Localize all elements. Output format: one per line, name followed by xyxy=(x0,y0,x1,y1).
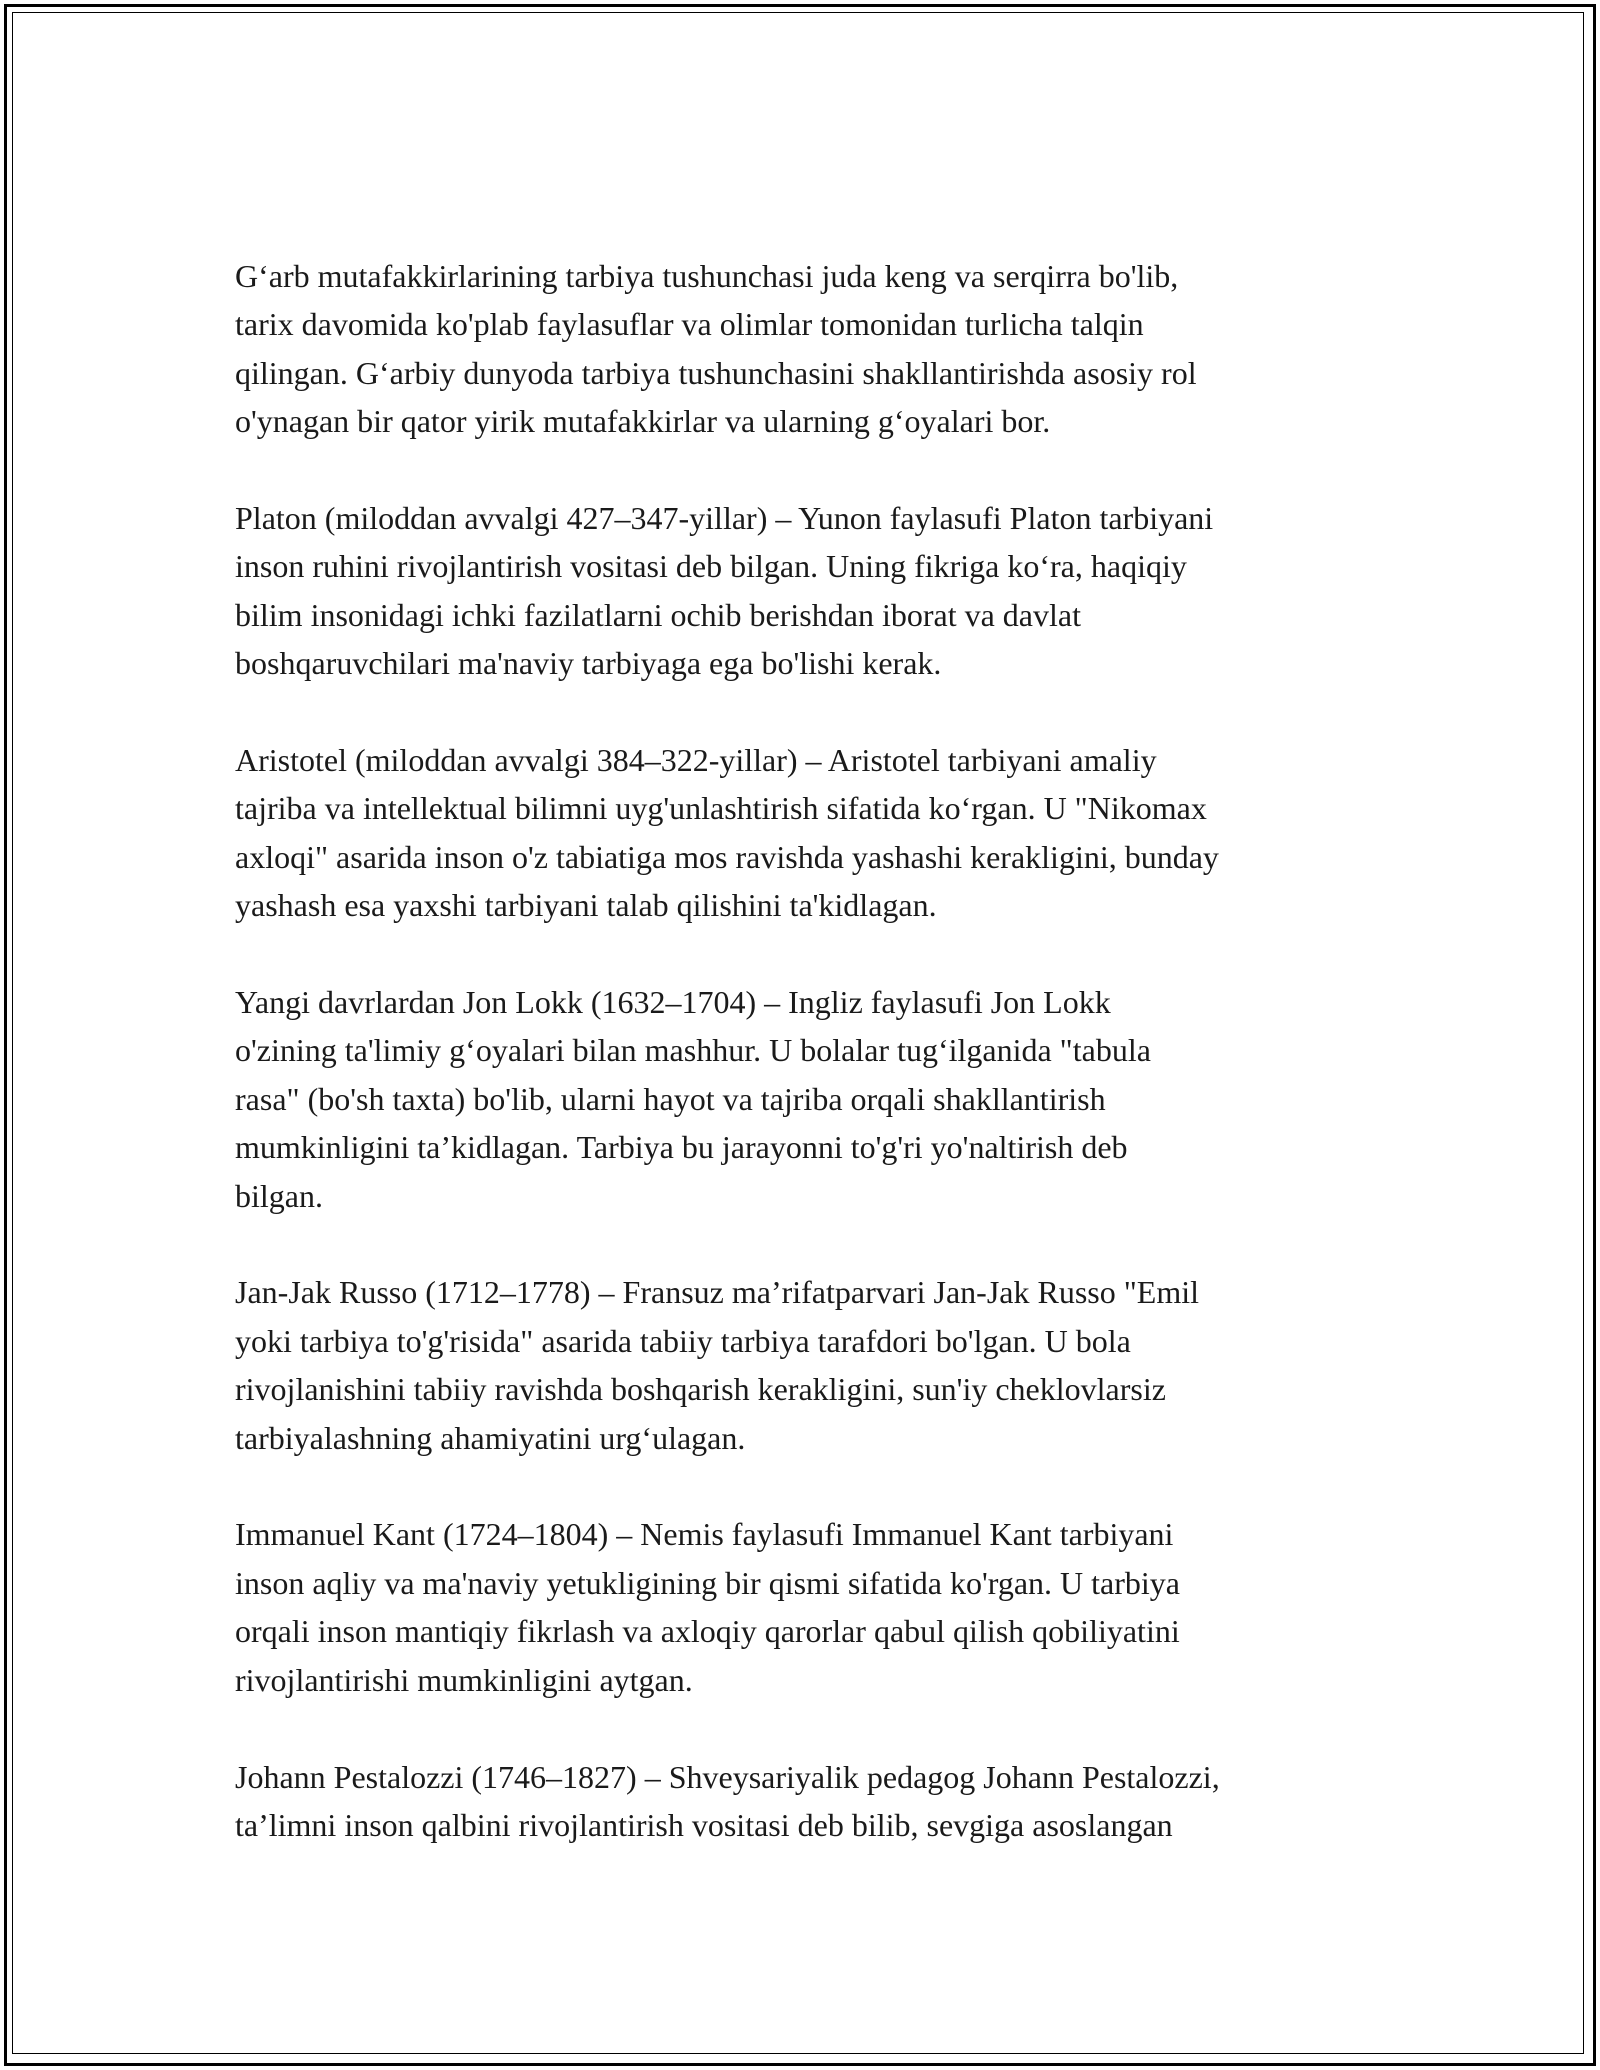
text-line: bilgan. xyxy=(235,1177,323,1214)
text-line: Aristotel (miloddan avvalgi 384–322-yillar) – Aristotel tarbiyani amaliy xyxy=(235,742,1157,779)
text-line: rivojlantirishi mumkinligini aytgan. xyxy=(235,1661,693,1698)
text-line: mumkinligini ta’kidlagan. Tarbiya bu jarayonni to'g'ri yo'naltirish deb xyxy=(235,1129,1128,1166)
text-line: inson aqliy va ma'naviy yetukligining bir qismi sifatida ko'rgan. U tarbiya xyxy=(235,1564,1180,1601)
text-line: tajriba va intellektual bilimni uyg'unlashtirish sifatida ko‘rgan. U "Nikomax xyxy=(235,790,1207,827)
text-line: o'ynagan bir qator yirik mutafakkirlar va ularning g‘oyalari bor. xyxy=(235,403,1051,440)
text-line: ta’limni inson qalbini rivojlantirish vositasi deb bilib, sevgiga asoslangan xyxy=(235,1806,1173,1843)
text-line: Yangi davrlardan Jon Lokk (1632–1704) – Ingliz faylasufi Jon Lokk xyxy=(235,984,1111,1021)
text-line: Jan-Jak Russo (1712–1778) – Fransuz ma’rifatparvari Jan-Jak Russo "Emil xyxy=(235,1274,1199,1311)
text-line: boshqaruvchilari ma'naviy tarbiyaga ega bo'lishi kerak. xyxy=(235,645,942,682)
text-line: G‘arb mutafakkirlarining tarbiya tushunchasi juda keng va serqirra bo'lib, xyxy=(235,258,1179,294)
document-body xyxy=(235,252,1375,1898)
paragraph xyxy=(235,494,1375,688)
text-line: qilingan. G‘arbiy dunyoda tarbiya tushunchasini shakllantirishda asosiy rol xyxy=(235,354,1197,391)
text-line: inson ruhini rivojlantirish vositasi deb bilgan. Uning fikriga ko‘ra, haqiqiy xyxy=(235,548,1187,585)
text-line: yoki tarbiya to'g'risida" asarida tabiiy tarbiya tarafdori bo'lgan. U bola xyxy=(235,1322,1131,1359)
paragraph xyxy=(235,252,1375,446)
text-line: tarix davomida ko'plab faylasuflar va olimlar tomonidan turlicha talqin xyxy=(235,306,1144,343)
paragraph xyxy=(235,978,1375,1220)
paragraph xyxy=(235,1268,1375,1462)
text-line: orqali inson mantiqiy fikrlash va axloqiy qarorlar qabul qilish qobiliyatini xyxy=(235,1613,1180,1650)
paragraph xyxy=(235,1510,1375,1704)
text-line: o'zining ta'limiy g‘oyalari bilan mashhur. U bolalar tug‘ilganida "tabula xyxy=(235,1032,1151,1069)
text-line: rasa" (bo'sh taxta) bo'lib, ularni hayot va tajriba orqali shakllantirish xyxy=(235,1080,1106,1117)
paragraph xyxy=(235,736,1375,930)
text-line: Johann Pestalozzi (1746–1827) – Shveysariyalik pedagog Johann Pestalozzi, xyxy=(235,1758,1220,1795)
text-line: yashash esa yaxshi tarbiyani talab qilishini ta'kidlagan. xyxy=(235,887,937,924)
text-line: Immanuel Kant (1724–1804) – Nemis faylasufi Immanuel Kant tarbiyani xyxy=(235,1516,1174,1553)
text-line: Platon (miloddan avvalgi 427–347-yillar) – Yunon faylasufi Platon tarbiyani xyxy=(235,500,1214,537)
text-line: tarbiyalashning ahamiyatini urg‘ulagan. xyxy=(235,1419,746,1456)
text-line: axloqi" asarida inson o'z tabiatiga mos ravishda yashashi kerakligini, bunday xyxy=(235,838,1219,875)
text-line: rivojlanishini tabiiy ravishda boshqarish kerakligini, sun'iy cheklovlarsiz xyxy=(235,1371,1166,1408)
paragraph xyxy=(235,1753,1375,1850)
text-line: bilim insonidagi ichki fazilatlarni ochib berishdan iborat va davlat xyxy=(235,596,1081,633)
